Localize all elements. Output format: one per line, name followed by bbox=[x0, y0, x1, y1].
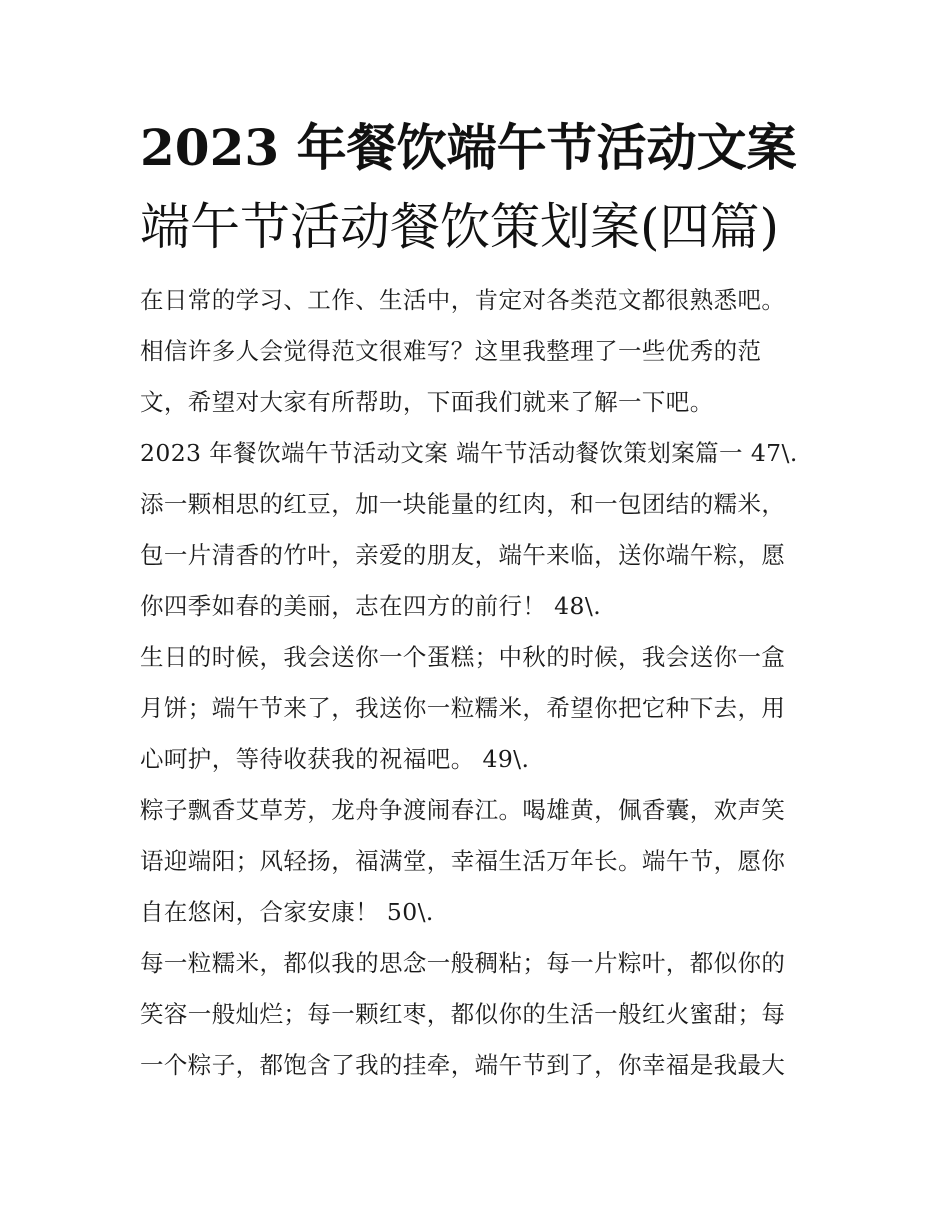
body-text-line: 心呵护，等待收获我的祝福吧。 49\. bbox=[140, 745, 530, 773]
body-text-line: 粽子飘香艾草芳，龙舟争渡闹春江。喝雄黄，佩香囊，欢声笑 bbox=[140, 796, 786, 824]
body-text-line: 你四季如春的美丽，志在四方的前行！ 48\. bbox=[140, 592, 602, 620]
body-text-line: 生日的时候，我会送你一个蛋糕；中秋的时候，我会送你一盒 bbox=[140, 643, 786, 671]
body-text-line: 语迎端阳；风轻扬，福满堂，幸福生活万年长。端午节，愿你 bbox=[140, 847, 786, 875]
body-text-line: 自在悠闲，合家安康！ 50\. bbox=[140, 898, 434, 926]
document-title-line-1: 2023 年餐饮端午节活动文案 bbox=[140, 118, 797, 177]
body-text-line: 包一片清香的竹叶，亲爱的朋友，端午来临，送你端午粽，愿 bbox=[140, 541, 786, 569]
section-heading-line: 2023 年餐饮端午节活动文案 端午节活动餐饮策划案篇一 47\. bbox=[140, 439, 798, 467]
body-text-line: 每一粒糯米，都似我的思念一般稠粘；每一片粽叶，都似你的 bbox=[140, 949, 786, 977]
body-text-line: 文，希望对大家有所帮助，下面我们就来了解一下吧。 bbox=[140, 388, 714, 416]
body-text-line: 相信许多人会觉得范文很难写？这里我整理了一些优秀的范 bbox=[140, 337, 762, 365]
body-text-line: 笑容一般灿烂；每一颗红枣，都似你的生活一般红火蜜甜；每 bbox=[140, 1000, 786, 1028]
body-text-line: 月饼；端午节来了，我送你一粒糯米，希望你把它种下去，用 bbox=[140, 694, 786, 722]
body-text-line: 添一颗相思的红豆，加一块能量的红肉，和一包团结的糯米， bbox=[140, 490, 786, 518]
document-title-line-2: 端午节活动餐饮策划案(四篇) bbox=[140, 198, 780, 256]
body-text-line: 一个粽子，都饱含了我的挂牵，端午节到了，你幸福是我最大 bbox=[140, 1051, 786, 1079]
body-text-line: 在日常的学习、工作、生活中，肯定对各类范文都很熟悉吧。 bbox=[140, 286, 786, 314]
